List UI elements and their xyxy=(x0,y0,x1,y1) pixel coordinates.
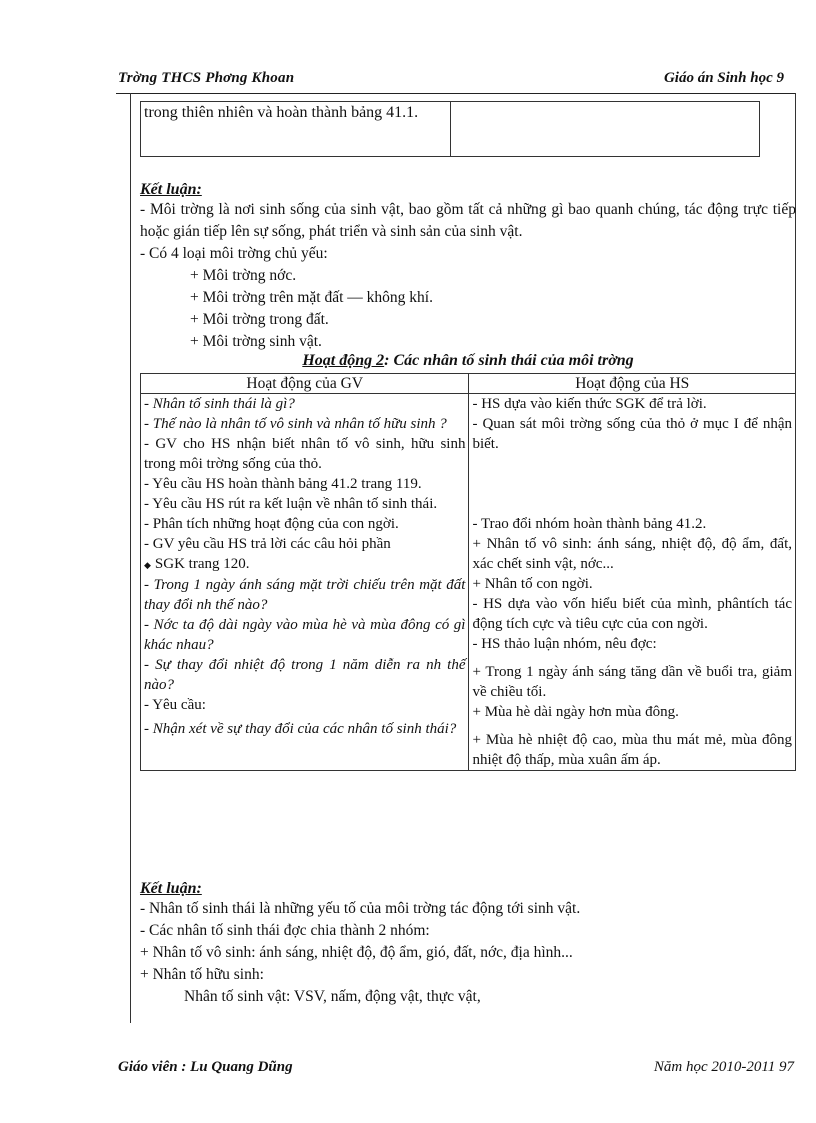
hs-item: + Mùa hè dài ngày hơn mùa đông. xyxy=(472,704,679,720)
gv-item-reference xyxy=(144,554,465,575)
gv-item: - Yêu cầu: xyxy=(144,696,206,713)
column-header-gv: Hoạt động của GV xyxy=(141,374,469,394)
gv-item: - GV cho HS nhận biết nhân tố vô sinh, hữu sinh trong môi trờng sống của thỏ. xyxy=(144,436,466,472)
gv-item: - Trong 1 ngày ánh sáng mặt trời chiếu trên mặt đất thay đổi nh thế nào? xyxy=(144,576,466,613)
conclusion-1-item: + Môi trờng sinh vật. xyxy=(190,333,322,350)
hs-spacer xyxy=(472,454,792,514)
conclusion-2 xyxy=(140,880,796,1008)
footer-teacher: Giáo viên : Lu Quang Dũng xyxy=(118,1059,293,1075)
page-frame-left xyxy=(130,93,131,1023)
hs-item: + Mùa hè nhiệt độ cao, mùa thu mát mẻ, mùa đông nhiệt độ thấp, mùa xuân ấm áp. xyxy=(472,732,792,768)
conclusion-1-line: - Có 4 loại môi trờng chủ yếu: xyxy=(140,245,328,262)
header-subject: Giáo án Sinh học 9 xyxy=(663,70,784,86)
hs-item: - Trao đổi nhóm hoàn thành bảng 41.2. xyxy=(472,516,707,532)
hs-spacer xyxy=(472,654,792,662)
diamond-bullet-icon: ◆ xyxy=(144,559,151,570)
gv-item: - Yêu cầu HS hoàn thành bảng 41.2 trang 119. xyxy=(144,476,422,492)
conclusion-2-sub: Nhân tố sinh vật: VSV, nấm, động vật, thực vật, xyxy=(184,988,481,1005)
conclusion-2-line: - Các nhân tố sinh thái đợc chia thành 2 nhóm: xyxy=(140,922,430,939)
gv-item: - Sự thay đổi nhiệt độ trong 1 năm diễn ra nh thế nào? xyxy=(144,656,466,693)
conclusion-2-line: + Nhân tố hữu sinh: xyxy=(140,966,264,983)
hs-item: + Nhân tố con ngời. xyxy=(472,576,593,592)
gv-item: - Thế nào là nhân tố vô sinh và nhân tố hữu sinh ? xyxy=(144,416,447,432)
conclusion-2-line: + Nhân tố vô sinh: ánh sáng, nhiệt độ, độ ẩm, gió, đất, nớc, địa hình... xyxy=(140,944,573,961)
gv-item: - GV yêu cầu HS trả lời các câu hỏi phần xyxy=(144,536,391,552)
header-divider xyxy=(116,93,796,94)
hs-item: - Quan sát môi trờng sống của thỏ ở mục I để nhận biết. xyxy=(472,416,792,452)
activity-2-heading: : Các nhân tố sinh thái của môi trờng xyxy=(384,352,634,369)
activity-2-table xyxy=(140,373,796,771)
table-row xyxy=(141,102,760,157)
hs-activities xyxy=(469,394,796,771)
activity-2-label: Hoạt động 2 xyxy=(302,352,385,369)
conclusion-1-item: + Môi trờng trên mặt đất — không khí. xyxy=(190,289,433,306)
hs-item: - HS thảo luận nhóm, nêu đợc: xyxy=(472,636,657,652)
conclusion-2-title: Kết luận: xyxy=(140,880,202,897)
conclusion-1-title: Kết luận: xyxy=(140,181,202,198)
column-header-hs: Hoạt động của HS xyxy=(469,374,796,394)
gv-item: - Yêu cầu HS rút ra kết luận về nhân tố sinh thái. xyxy=(144,496,438,512)
hs-item: + Nhân tố vô sinh: ánh sáng, nhiệt độ, độ ẩm, đất, xác chết sinh vật, nớc... xyxy=(472,536,792,572)
table-row xyxy=(141,394,796,771)
activity-2-title xyxy=(140,352,796,370)
hs-item: + Trong 1 ngày ánh sáng tăng dần về buổi tra, giảm về chiều tối. xyxy=(472,664,792,700)
table-header-row xyxy=(141,374,796,394)
conclusion-1-item: + Môi trờng nớc. xyxy=(190,267,297,284)
gv-item: SGK trang 120. xyxy=(154,556,250,572)
continuation-table xyxy=(140,101,760,157)
gv-item: - Phân tích những hoạt động của con ngời. xyxy=(144,516,399,532)
gv-item: - Nhân tố sinh thái là gì? xyxy=(144,396,295,412)
hs-spacer xyxy=(472,722,792,730)
gv-item: - Nhận xét về sự thay đổi của các nhân tố sinh thái? xyxy=(144,720,457,737)
conclusion-1-item: + Môi trờng trong đất. xyxy=(190,311,329,328)
gv-item: - Nớc ta độ dài ngày vào mùa hè và mùa đông có gì khác nhau? xyxy=(144,616,466,653)
footer-year-page: Năm học 2010-2011 97 xyxy=(653,1059,794,1075)
header-school: Trờng THCS Phơng Khoan xyxy=(118,70,295,86)
hs-item: - HS dựa vào vốn hiểu biết của mình, phântích tác động tích cực và tiêu cực của con ngời. xyxy=(472,596,792,632)
gv-activities xyxy=(141,394,469,771)
continuation-cell-right xyxy=(450,102,760,157)
conclusion-1-line: - Môi trờng là nơi sinh sống của sinh vật, bao gồm tất cả những gì bao quanh chúng, tác động trực tiếp hoặc gián tiếp lên sự sống, phát triển và sinh sản của sinh vật. xyxy=(140,201,796,240)
conclusion-2-line: - Nhân tố sinh thái là những yếu tố của môi trờng tác động tới sinh vật. xyxy=(140,900,581,917)
conclusion-1 xyxy=(140,181,796,353)
hs-item: - HS dựa vào kiến thức SGK để trả lời. xyxy=(472,396,707,412)
continuation-cell-left: trong thiên nhiên và hoàn thành bảng 41.1. xyxy=(141,102,451,157)
